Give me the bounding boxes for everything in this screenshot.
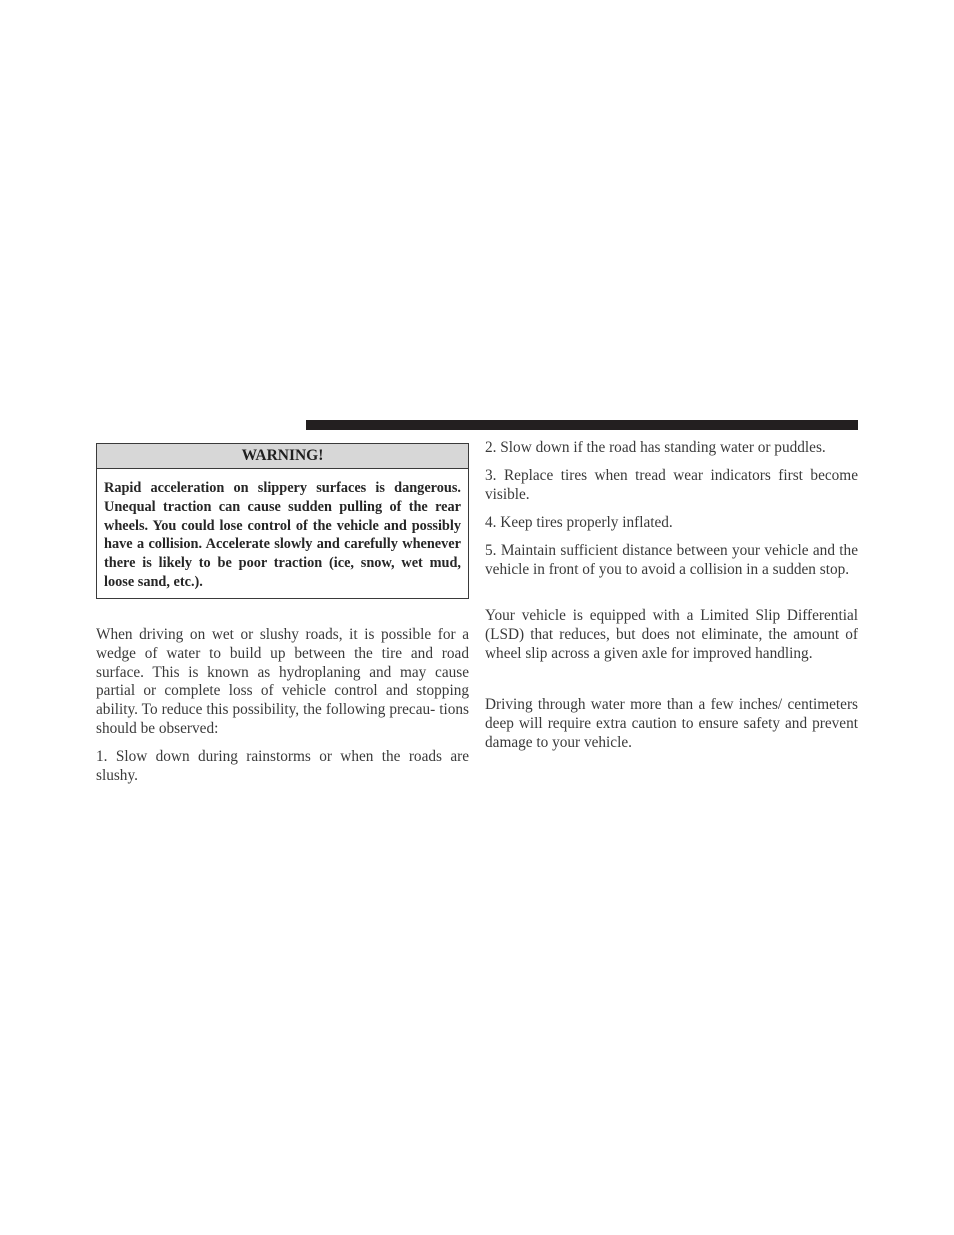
list-item-2: 2. Slow down if the road has standing water or puddles. [485,439,826,456]
warning-title: WARNING! [97,444,468,469]
list-item-3: 3. Replace tires when tread wear indicators first become visible. [485,467,858,503]
warning-box [96,443,469,599]
hydroplaning-paragraph: When driving on wet or slushy roads, it is possible for a wedge of water to build up between the tire and road surface. This is known as hydroplaning and may cause partial or complete loss of vehicle control and stopping ability. To reduce this possibility, the following precau- tions should be observed: [96,626,469,737]
lsd-paragraph: Your vehicle is equipped with a Limited Slip Differential (LSD) that reduces, but does not eliminate, the amount of wheel slip across a given axle for improved handling. [485,607,858,662]
list-item-5: 5. Maintain sufficient distance between your vehicle and the vehicle in front of you to avoid a collision in a sudden stop. [485,542,858,578]
list-item-1: 1. Slow down during rainstorms or when the roads are slushy. [96,748,469,784]
section-header-bar [306,420,858,430]
list-item-4: 4. Keep tires properly inflated. [485,514,673,531]
warning-text: Rapid acceleration on slippery surfaces is dangerous. Unequal traction can cause sudden pulling of the rear wheels. You could lose control of the vehicle and possibly have a collision. Accelerate slowly and carefully whenever there is likely to be poor traction (ice, snow, wet mud, loose sand, etc.). [104,480,461,590]
water-paragraph: Driving through water more than a few inches/ centimeters deep will require extra caution to ensure safety and prevent damage to your vehicle. [485,696,858,751]
